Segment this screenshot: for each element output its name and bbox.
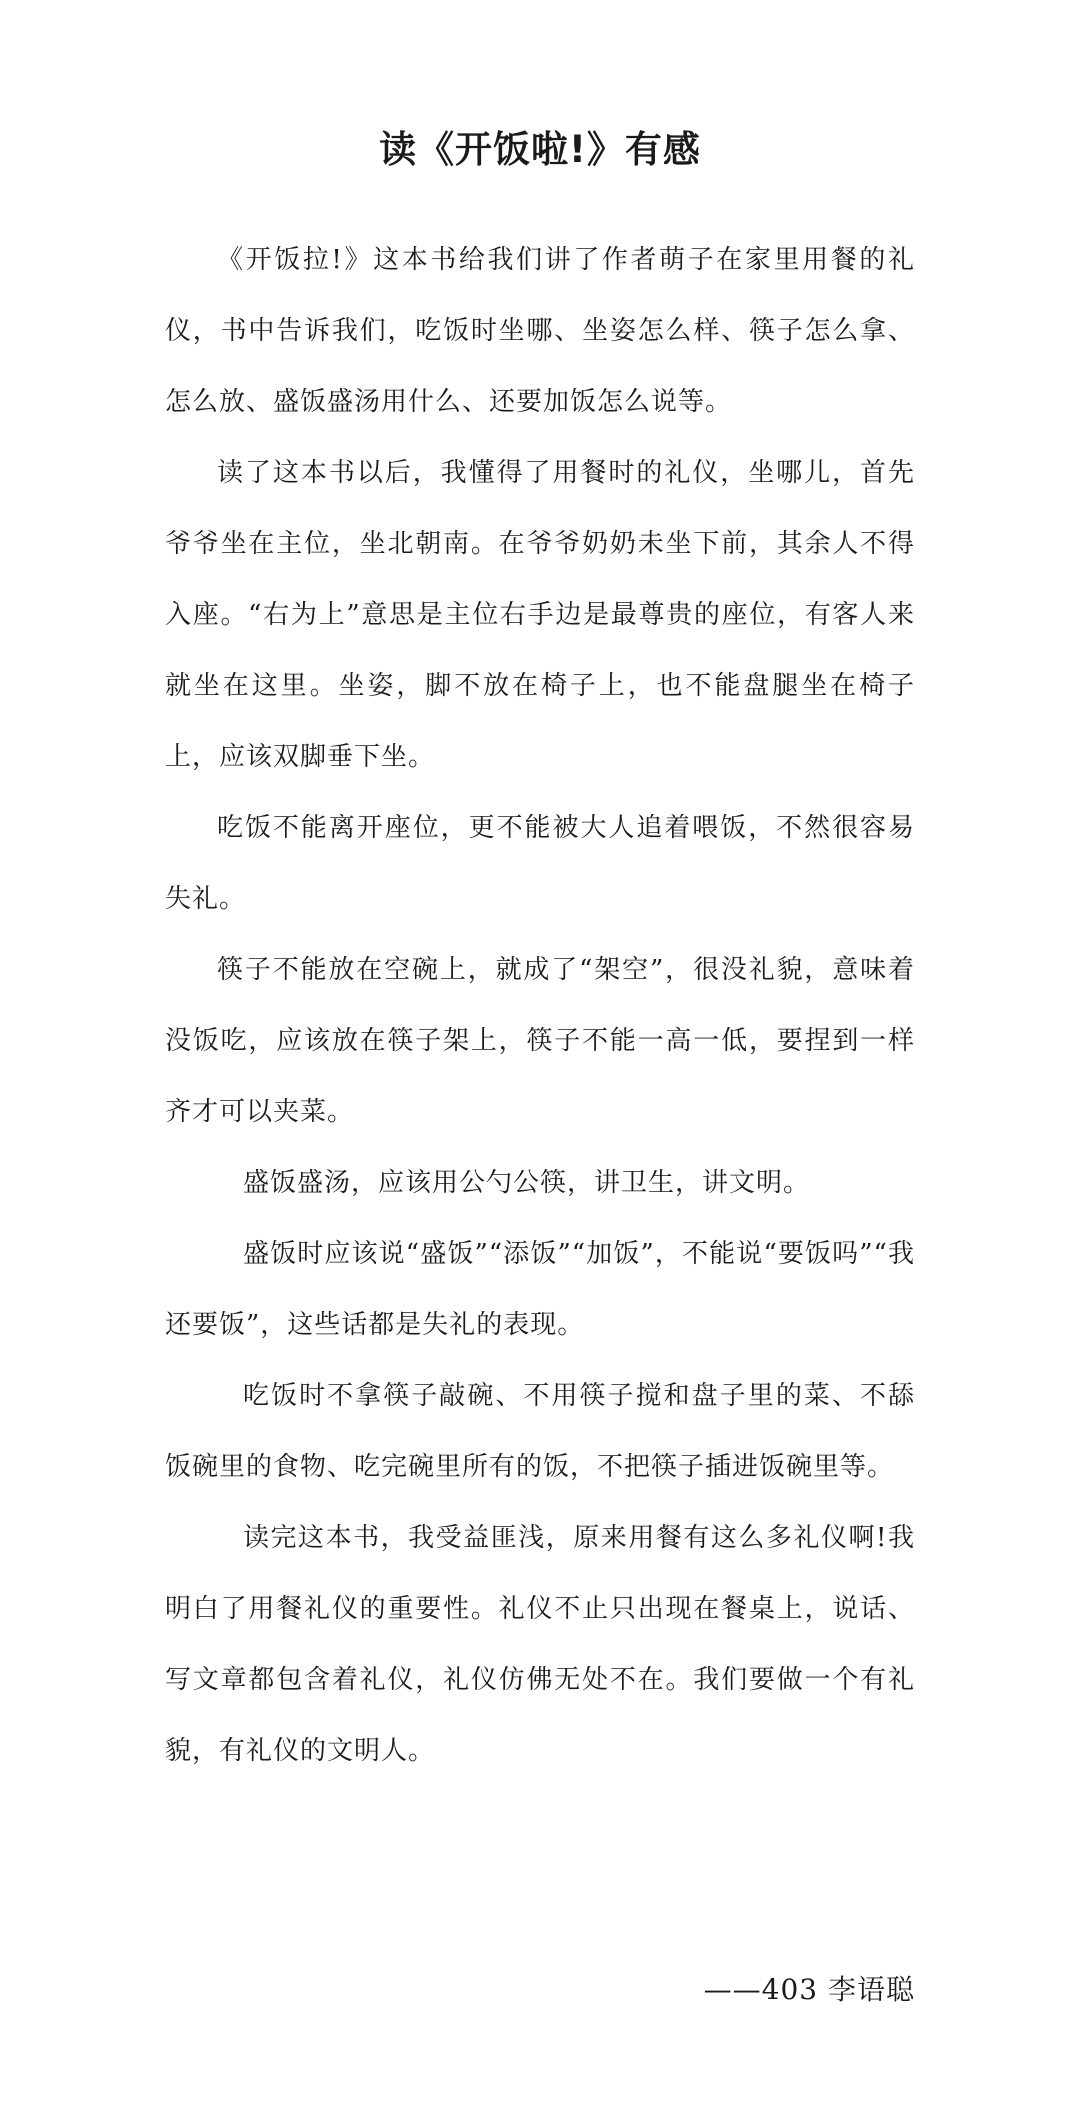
paragraph-conclusion: 读完这本书，我受益匪浅，原来用餐有这么多礼仪啊!我明白了用餐礼仪的重要性。礼仪不止只出现在餐桌上，说话、写文章都包含着礼仪，礼仪仿佛无处不在。我们要做一个有礼貌，有礼仪的文明人。 xyxy=(165,1523,915,1766)
paragraph-chopsticks: 筷子不能放在空碗上，就成了“架空”，很没礼貌，意味着没饭吃，应该放在筷子架上，筷子不能一高一低，要捏到一样齐才可以夹菜。 xyxy=(165,955,915,1127)
author-signature: ——403 李语聪 xyxy=(703,1973,915,2006)
paragraph-serving-words: 盛饭时应该说“盛饭”“添饭”“加饭”，不能说“要饭吗”“我还要饭”，这些话都是失礼的表现。 xyxy=(165,1239,915,1340)
paragraph-intro: 《开饭拉!》这本书给我们讲了作者萌子在家里用餐的礼仪，书中告诉我们，吃饭时坐哪、坐姿怎么样、筷子怎么拿、怎么放、盛饭盛汤用什么、还要加饭怎么说等。 xyxy=(165,245,915,417)
paragraph-table-manners: 吃饭时不拿筷子敲碗、不用筷子搅和盘子里的菜、不舔饭碗里的食物、吃完碗里所有的饭，不把筷子插进饭碗里等。 xyxy=(165,1381,915,1482)
paragraph-seating: 读了这本书以后，我懂得了用餐时的礼仪，坐哪儿，首先爷爷坐在主位，坐北朝南。在爷爷奶奶未坐下前，其余人不得入座。“右为上”意思是主位右手边是最尊贵的座位，有客人来就坐在这里。坐姿，脚不放在椅子上，也不能盘腿坐在椅子上，应该双脚垂下坐。 xyxy=(165,458,915,772)
essay-body xyxy=(165,225,915,1787)
paragraph-serving-utensils: 盛饭盛汤，应该用公勺公筷，讲卫生，讲文明。 xyxy=(243,1168,811,1198)
paragraph-leaving-seat: 吃饭不能离开座位，更不能被大人追着喂饭，不然很容易失礼。 xyxy=(165,813,915,914)
essay-title: 读《开饭啦!》有感 xyxy=(379,127,701,171)
